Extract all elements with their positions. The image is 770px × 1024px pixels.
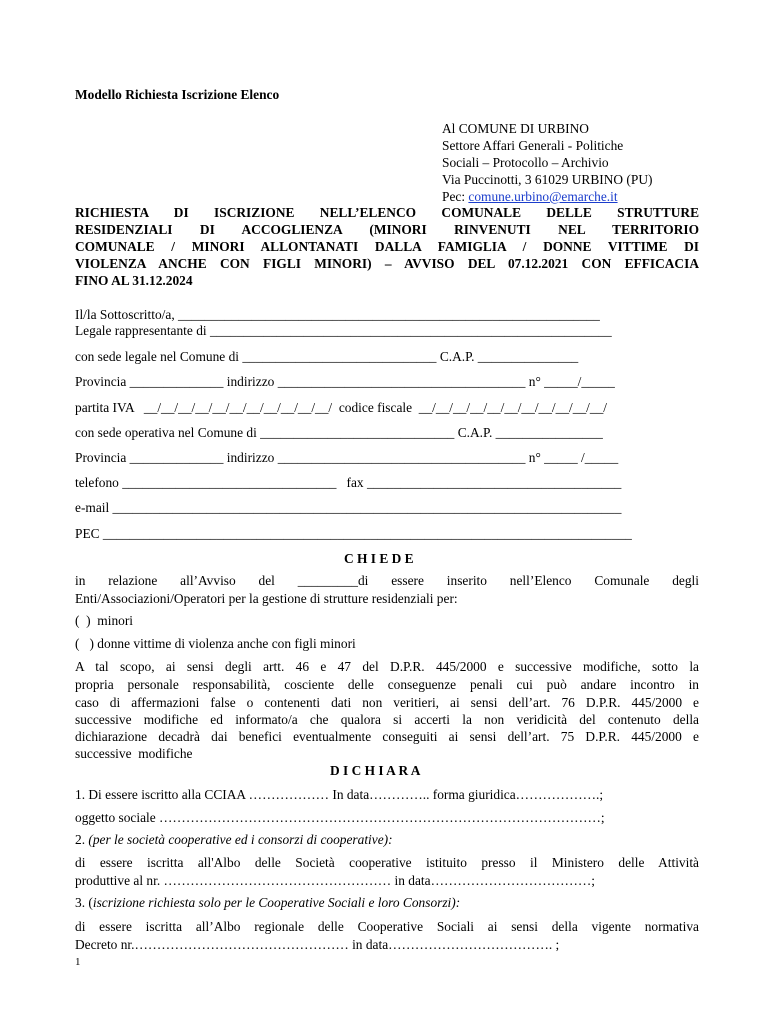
field-partita-iva-codice-fiscale[interactable]: partita IVA __/__/__/__/__/__/__/__/__/__/__/ codice fiscale __/__/__/__/__/__/__/__/__/__/__/ [75, 400, 607, 415]
dichiara-item-3-heading [75, 894, 460, 911]
field-sede-legale[interactable]: con sede legale nel Comune di _____________________________ C.A.P. _______________ [75, 349, 579, 364]
dichiara-item-3-line-2[interactable]: Decreto nr.………………………………………… in data………………………………. ; [75, 937, 560, 952]
field-pec[interactable]: PEC _______________________________________________________________________________ [75, 526, 632, 541]
scopo-line-1: A tal scopo, ai sensi degli artt. 46 e 47 del D.P.R. 445/2000 e successive modifiche, sotto la [75, 659, 699, 674]
title-line-1: RICHIESTA DI ISCRIZIONE NELL’ELENCO COMUNALE DELLE STRUTTURE [75, 205, 699, 220]
scopo-line-3: caso di affermazioni false o contenenti dati non veritieri, ai sensi dell’art. 76 D.P.R. 445/2000 e [75, 695, 699, 710]
option-minori[interactable]: ( ) minori [75, 613, 134, 628]
chiede-line-2: Enti/Associazioni/Operatori per la gestione di strutture residenziali per: [75, 591, 458, 606]
field-provincia-indirizzo-2[interactable]: Provincia ______________ indirizzo _____________________________________ n° _____ /_____ [75, 450, 619, 465]
pec-email-link[interactable]: comune.urbino@emarche.it [468, 189, 618, 204]
dichiara-item-1[interactable]: 1. Di essere iscritto alla CCIAA ……………… In data………….. forma giuridica……………….; [75, 787, 604, 802]
field-telefono-fax[interactable]: telefono ________________________________ fax ______________________________________ [75, 475, 622, 490]
option-donne-vittime[interactable]: ( ) donne vittime di violenza anche con figli minori [75, 636, 356, 651]
scopo-line-2: propria personale responsabilità, cosciente delle conseguenze penali cui può andare incontro in [75, 677, 699, 692]
field-legale-rappresentante[interactable]: Legale rappresentante di ____________________________________________________________ [75, 323, 612, 338]
dichiara-item-2-heading [75, 831, 393, 848]
form-title: Modello Richiesta Iscrizione Elenco [75, 87, 280, 102]
address-line-2: Settore Affari Generali - Politiche [442, 138, 624, 153]
scopo-line-4: successive modifiche ed informato/a che qualora si accerti la non veridicità del contenuto della [75, 712, 699, 727]
title-line-3: COMUNALE / MINORI ALLONTANATI DALLA FAMIGLIA / DONNE VITTIME DI [75, 239, 699, 254]
field-email[interactable]: e-mail ____________________________________________________________________________ [75, 500, 622, 515]
item-3-note: iscrizione richiesta solo per le Cooperative Sociali e loro Consorzi): [92, 895, 461, 910]
dichiara-heading: D I C H I A R A [330, 763, 421, 778]
dichiara-item-2-line-2[interactable]: produttive al nr. …………………………………………… in data………………………………; [75, 873, 595, 888]
pec-label: Pec: [442, 189, 469, 204]
scopo-line-6: successive modifiche [75, 746, 193, 761]
title-line-2: RESIDENZIALI DI ACCOGLIENZA (MINORI RINVENUTI NEL TERRITORIO [75, 222, 699, 237]
pec-line [442, 188, 618, 205]
dichiara-item-3-line-1: di essere iscritta all’Albo regionale delle Cooperative Sociali ai sensi della vigente normativa [75, 919, 699, 934]
item-3-number: 3. ( [75, 895, 93, 910]
chiede-line-1: in relazione all’Avviso del _________di essere inserito nell’Elenco Comunale degli [75, 573, 699, 588]
field-provincia-indirizzo-1[interactable]: Provincia ______________ indirizzo _____________________________________ n° _____/_____ [75, 374, 615, 389]
field-sottoscritto[interactable]: Il/la Sottoscritto/a, _______________________________________________________________ [75, 307, 600, 322]
title-line-5: FINO AL 31.12.2024 [75, 273, 193, 288]
address-line-4: Via Puccinotti, 3 61029 URBINO (PU) [442, 172, 653, 187]
item-2-number: 2. [75, 832, 89, 847]
dichiara-item-2-line-1: di essere iscritta all'Albo delle Società cooperative istituito presso il Ministero delle Attività [75, 855, 699, 870]
address-line-1: Al COMUNE DI URBINO [442, 121, 589, 136]
dichiara-item-1-oggetto[interactable]: oggetto sociale ………………………………………………………………………………………; [75, 810, 605, 825]
address-line-3: Sociali – Protocollo – Archivio [442, 155, 609, 170]
chiede-heading: C H I E D E [344, 551, 414, 566]
title-line-4: VIOLENZA ANCHE CON FIGLI MINORI) – AVVISO DEL 07.12.2021 CON EFFICACIA [75, 256, 699, 271]
page-number: 1 [75, 956, 81, 968]
scopo-line-5: dichiarazione decadrà dai benefici eventualmente conseguiti ai sensi dell’art. 75 D.P.R. 445/2000 e [75, 729, 699, 744]
item-2-note: (per le società cooperative ed i consorzi di cooperative): [88, 832, 393, 847]
field-sede-operativa[interactable]: con sede operativa nel Comune di _____________________________ C.A.P. ________________ [75, 425, 603, 440]
